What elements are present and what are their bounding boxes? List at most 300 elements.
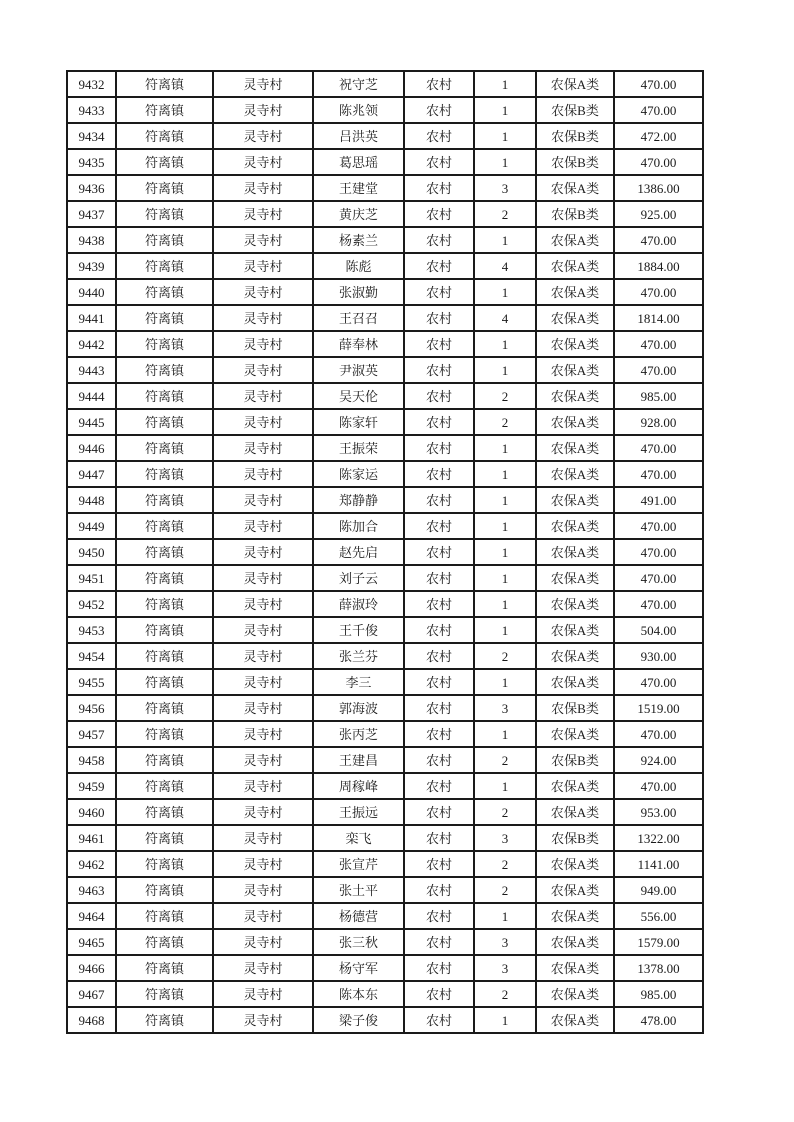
count-cell: 3 xyxy=(474,175,536,201)
town-cell: 符离镇 xyxy=(116,565,213,591)
residence-cell: 农村 xyxy=(404,487,474,513)
table-row xyxy=(67,669,703,695)
name-cell: 尹淑英 xyxy=(313,357,404,383)
count-cell: 1 xyxy=(474,487,536,513)
row-id-cell: 9455 xyxy=(67,669,116,695)
residence-cell: 农村 xyxy=(404,955,474,981)
residence-cell: 农村 xyxy=(404,669,474,695)
residence-cell: 农村 xyxy=(404,747,474,773)
name-cell: 栾飞 xyxy=(313,825,404,851)
residence-cell: 农村 xyxy=(404,877,474,903)
row-id-cell: 9434 xyxy=(67,123,116,149)
residence-cell: 农村 xyxy=(404,591,474,617)
insurance-type-cell: 农保A类 xyxy=(536,279,614,305)
count-cell: 1 xyxy=(474,539,536,565)
name-cell: 张三秋 xyxy=(313,929,404,955)
town-cell: 符离镇 xyxy=(116,981,213,1007)
residence-cell: 农村 xyxy=(404,825,474,851)
count-cell: 2 xyxy=(474,409,536,435)
town-cell: 符离镇 xyxy=(116,825,213,851)
count-cell: 2 xyxy=(474,383,536,409)
amount-cell: 1814.00 xyxy=(614,305,703,331)
table-row xyxy=(67,695,703,721)
count-cell: 3 xyxy=(474,929,536,955)
amount-cell: 470.00 xyxy=(614,669,703,695)
name-cell: 陈彪 xyxy=(313,253,404,279)
residence-cell: 农村 xyxy=(404,305,474,331)
name-cell: 王建昌 xyxy=(313,747,404,773)
village-cell: 灵寺村 xyxy=(213,929,313,955)
row-id-cell: 9449 xyxy=(67,513,116,539)
table-body xyxy=(67,71,703,1033)
town-cell: 符离镇 xyxy=(116,149,213,175)
row-id-cell: 9453 xyxy=(67,617,116,643)
row-id-cell: 9464 xyxy=(67,903,116,929)
name-cell: 陈家运 xyxy=(313,461,404,487)
town-cell: 符离镇 xyxy=(116,357,213,383)
town-cell: 符离镇 xyxy=(116,903,213,929)
count-cell: 2 xyxy=(474,747,536,773)
amount-cell: 1579.00 xyxy=(614,929,703,955)
village-cell: 灵寺村 xyxy=(213,175,313,201)
row-id-cell: 9467 xyxy=(67,981,116,1007)
residence-cell: 农村 xyxy=(404,903,474,929)
insurance-type-cell: 农保A类 xyxy=(536,175,614,201)
town-cell: 符离镇 xyxy=(116,539,213,565)
count-cell: 1 xyxy=(474,591,536,617)
town-cell: 符离镇 xyxy=(116,1007,213,1033)
name-cell: 李三 xyxy=(313,669,404,695)
row-id-cell: 9438 xyxy=(67,227,116,253)
row-id-cell: 9451 xyxy=(67,565,116,591)
table-row xyxy=(67,513,703,539)
village-cell: 灵寺村 xyxy=(213,903,313,929)
town-cell: 符离镇 xyxy=(116,877,213,903)
village-cell: 灵寺村 xyxy=(213,71,313,97)
insurance-type-cell: 农保A类 xyxy=(536,565,614,591)
town-cell: 符离镇 xyxy=(116,97,213,123)
amount-cell: 470.00 xyxy=(614,331,703,357)
name-cell: 刘子云 xyxy=(313,565,404,591)
residence-cell: 农村 xyxy=(404,227,474,253)
amount-cell: 470.00 xyxy=(614,435,703,461)
count-cell: 1 xyxy=(474,721,536,747)
row-id-cell: 9458 xyxy=(67,747,116,773)
insurance-type-cell: 农保B类 xyxy=(536,201,614,227)
town-cell: 符离镇 xyxy=(116,123,213,149)
count-cell: 2 xyxy=(474,851,536,877)
town-cell: 符离镇 xyxy=(116,305,213,331)
town-cell: 符离镇 xyxy=(116,695,213,721)
residence-cell: 农村 xyxy=(404,461,474,487)
insurance-type-cell: 农保B类 xyxy=(536,123,614,149)
village-cell: 灵寺村 xyxy=(213,201,313,227)
row-id-cell: 9433 xyxy=(67,97,116,123)
name-cell: 黄庆芝 xyxy=(313,201,404,227)
row-id-cell: 9432 xyxy=(67,71,116,97)
table-row xyxy=(67,981,703,1007)
count-cell: 1 xyxy=(474,435,536,461)
amount-cell: 1386.00 xyxy=(614,175,703,201)
name-cell: 王建堂 xyxy=(313,175,404,201)
insurance-type-cell: 农保A类 xyxy=(536,929,614,955)
insurance-type-cell: 农保A类 xyxy=(536,461,614,487)
village-cell: 灵寺村 xyxy=(213,955,313,981)
residence-cell: 农村 xyxy=(404,721,474,747)
town-cell: 符离镇 xyxy=(116,591,213,617)
row-id-cell: 9440 xyxy=(67,279,116,305)
village-cell: 灵寺村 xyxy=(213,409,313,435)
village-cell: 灵寺村 xyxy=(213,695,313,721)
count-cell: 2 xyxy=(474,201,536,227)
row-id-cell: 9462 xyxy=(67,851,116,877)
table-row xyxy=(67,1007,703,1033)
amount-cell: 924.00 xyxy=(614,747,703,773)
table-row xyxy=(67,955,703,981)
town-cell: 符离镇 xyxy=(116,721,213,747)
count-cell: 2 xyxy=(474,643,536,669)
name-cell: 薛淑玲 xyxy=(313,591,404,617)
count-cell: 2 xyxy=(474,981,536,1007)
town-cell: 符离镇 xyxy=(116,487,213,513)
name-cell: 张淑勤 xyxy=(313,279,404,305)
residence-cell: 农村 xyxy=(404,981,474,1007)
table-row xyxy=(67,643,703,669)
table-row xyxy=(67,253,703,279)
count-cell: 1 xyxy=(474,71,536,97)
row-id-cell: 9463 xyxy=(67,877,116,903)
village-cell: 灵寺村 xyxy=(213,123,313,149)
town-cell: 符离镇 xyxy=(116,851,213,877)
amount-cell: 478.00 xyxy=(614,1007,703,1033)
count-cell: 2 xyxy=(474,799,536,825)
amount-cell: 928.00 xyxy=(614,409,703,435)
village-cell: 灵寺村 xyxy=(213,357,313,383)
town-cell: 符离镇 xyxy=(116,279,213,305)
town-cell: 符离镇 xyxy=(116,773,213,799)
insurance-type-cell: 农保A类 xyxy=(536,409,614,435)
residence-cell: 农村 xyxy=(404,539,474,565)
amount-cell: 1884.00 xyxy=(614,253,703,279)
table-row xyxy=(67,461,703,487)
count-cell: 1 xyxy=(474,617,536,643)
amount-cell: 470.00 xyxy=(614,773,703,799)
village-cell: 灵寺村 xyxy=(213,669,313,695)
residence-cell: 农村 xyxy=(404,331,474,357)
village-cell: 灵寺村 xyxy=(213,825,313,851)
row-id-cell: 9444 xyxy=(67,383,116,409)
name-cell: 葛思瑶 xyxy=(313,149,404,175)
count-cell: 3 xyxy=(474,955,536,981)
insurance-type-cell: 农保A类 xyxy=(536,357,614,383)
row-id-cell: 9459 xyxy=(67,773,116,799)
village-cell: 灵寺村 xyxy=(213,747,313,773)
name-cell: 祝守芝 xyxy=(313,71,404,97)
residence-cell: 农村 xyxy=(404,513,474,539)
residence-cell: 农村 xyxy=(404,929,474,955)
table-row xyxy=(67,357,703,383)
residence-cell: 农村 xyxy=(404,617,474,643)
table-row xyxy=(67,617,703,643)
table-row xyxy=(67,747,703,773)
insurance-type-cell: 农保A类 xyxy=(536,513,614,539)
table-row xyxy=(67,149,703,175)
village-cell: 灵寺村 xyxy=(213,981,313,1007)
insurance-type-cell: 农保A类 xyxy=(536,799,614,825)
amount-cell: 470.00 xyxy=(614,71,703,97)
amount-cell: 1378.00 xyxy=(614,955,703,981)
village-cell: 灵寺村 xyxy=(213,1007,313,1033)
row-id-cell: 9461 xyxy=(67,825,116,851)
count-cell: 1 xyxy=(474,123,536,149)
row-id-cell: 9436 xyxy=(67,175,116,201)
residence-cell: 农村 xyxy=(404,201,474,227)
row-id-cell: 9465 xyxy=(67,929,116,955)
residence-cell: 农村 xyxy=(404,175,474,201)
name-cell: 杨德营 xyxy=(313,903,404,929)
town-cell: 符离镇 xyxy=(116,461,213,487)
table-row xyxy=(67,435,703,461)
residence-cell: 农村 xyxy=(404,383,474,409)
table-row xyxy=(67,851,703,877)
amount-cell: 985.00 xyxy=(614,383,703,409)
residence-cell: 农村 xyxy=(404,695,474,721)
village-cell: 灵寺村 xyxy=(213,305,313,331)
name-cell: 杨素兰 xyxy=(313,227,404,253)
count-cell: 4 xyxy=(474,305,536,331)
row-id-cell: 9466 xyxy=(67,955,116,981)
amount-cell: 504.00 xyxy=(614,617,703,643)
count-cell: 1 xyxy=(474,357,536,383)
amount-cell: 491.00 xyxy=(614,487,703,513)
town-cell: 符离镇 xyxy=(116,201,213,227)
village-cell: 灵寺村 xyxy=(213,591,313,617)
row-id-cell: 9450 xyxy=(67,539,116,565)
name-cell: 郑静静 xyxy=(313,487,404,513)
insurance-type-cell: 农保A类 xyxy=(536,955,614,981)
row-id-cell: 9441 xyxy=(67,305,116,331)
residence-cell: 农村 xyxy=(404,123,474,149)
row-id-cell: 9468 xyxy=(67,1007,116,1033)
town-cell: 符离镇 xyxy=(116,435,213,461)
insurance-type-cell: 农保A类 xyxy=(536,539,614,565)
count-cell: 3 xyxy=(474,825,536,851)
table-row xyxy=(67,721,703,747)
town-cell: 符离镇 xyxy=(116,253,213,279)
town-cell: 符离镇 xyxy=(116,617,213,643)
table-row xyxy=(67,487,703,513)
count-cell: 1 xyxy=(474,149,536,175)
town-cell: 符离镇 xyxy=(116,227,213,253)
village-cell: 灵寺村 xyxy=(213,435,313,461)
residence-cell: 农村 xyxy=(404,565,474,591)
count-cell: 1 xyxy=(474,903,536,929)
insurance-type-cell: 农保A类 xyxy=(536,591,614,617)
insurance-type-cell: 农保B类 xyxy=(536,149,614,175)
row-id-cell: 9442 xyxy=(67,331,116,357)
town-cell: 符离镇 xyxy=(116,383,213,409)
name-cell: 王振远 xyxy=(313,799,404,825)
row-id-cell: 9456 xyxy=(67,695,116,721)
name-cell: 薛奉林 xyxy=(313,331,404,357)
town-cell: 符离镇 xyxy=(116,643,213,669)
residence-cell: 农村 xyxy=(404,799,474,825)
residence-cell: 农村 xyxy=(404,773,474,799)
count-cell: 1 xyxy=(474,565,536,591)
amount-cell: 470.00 xyxy=(614,461,703,487)
amount-cell: 470.00 xyxy=(614,279,703,305)
village-cell: 灵寺村 xyxy=(213,383,313,409)
count-cell: 1 xyxy=(474,279,536,305)
amount-cell: 1519.00 xyxy=(614,695,703,721)
count-cell: 1 xyxy=(474,227,536,253)
insurance-type-cell: 农保A类 xyxy=(536,227,614,253)
count-cell: 1 xyxy=(474,331,536,357)
village-cell: 灵寺村 xyxy=(213,877,313,903)
table-row xyxy=(67,123,703,149)
town-cell: 符离镇 xyxy=(116,175,213,201)
village-cell: 灵寺村 xyxy=(213,721,313,747)
table-row xyxy=(67,903,703,929)
row-id-cell: 9443 xyxy=(67,357,116,383)
residence-cell: 农村 xyxy=(404,851,474,877)
name-cell: 张宣芹 xyxy=(313,851,404,877)
village-cell: 灵寺村 xyxy=(213,97,313,123)
table-row xyxy=(67,565,703,591)
amount-cell: 925.00 xyxy=(614,201,703,227)
row-id-cell: 9435 xyxy=(67,149,116,175)
village-cell: 灵寺村 xyxy=(213,799,313,825)
insurance-type-cell: 农保A类 xyxy=(536,435,614,461)
village-cell: 灵寺村 xyxy=(213,461,313,487)
amount-cell: 470.00 xyxy=(614,721,703,747)
name-cell: 梁子俊 xyxy=(313,1007,404,1033)
amount-cell: 985.00 xyxy=(614,981,703,1007)
row-id-cell: 9452 xyxy=(67,591,116,617)
table-row xyxy=(67,773,703,799)
insurance-type-cell: 农保A类 xyxy=(536,773,614,799)
insurance-type-cell: 农保B类 xyxy=(536,97,614,123)
table-row xyxy=(67,539,703,565)
table-row xyxy=(67,279,703,305)
insurance-type-cell: 农保B类 xyxy=(536,695,614,721)
table-row xyxy=(67,591,703,617)
count-cell: 1 xyxy=(474,513,536,539)
insurance-type-cell: 农保A类 xyxy=(536,721,614,747)
table-row xyxy=(67,175,703,201)
name-cell: 郭海波 xyxy=(313,695,404,721)
town-cell: 符离镇 xyxy=(116,669,213,695)
row-id-cell: 9439 xyxy=(67,253,116,279)
table-row xyxy=(67,877,703,903)
row-id-cell: 9446 xyxy=(67,435,116,461)
table-row xyxy=(67,331,703,357)
town-cell: 符离镇 xyxy=(116,955,213,981)
residence-cell: 农村 xyxy=(404,1007,474,1033)
residence-cell: 农村 xyxy=(404,643,474,669)
name-cell: 赵先启 xyxy=(313,539,404,565)
insurance-type-cell: 农保A类 xyxy=(536,487,614,513)
town-cell: 符离镇 xyxy=(116,71,213,97)
village-cell: 灵寺村 xyxy=(213,643,313,669)
name-cell: 陈家轩 xyxy=(313,409,404,435)
name-cell: 王振荣 xyxy=(313,435,404,461)
residence-cell: 农村 xyxy=(404,253,474,279)
village-cell: 灵寺村 xyxy=(213,539,313,565)
insurance-type-cell: 农保A类 xyxy=(536,331,614,357)
amount-cell: 1322.00 xyxy=(614,825,703,851)
name-cell: 陈加合 xyxy=(313,513,404,539)
amount-cell: 470.00 xyxy=(614,513,703,539)
town-cell: 符离镇 xyxy=(116,331,213,357)
table-row xyxy=(67,929,703,955)
amount-cell: 470.00 xyxy=(614,227,703,253)
count-cell: 3 xyxy=(474,695,536,721)
table-row xyxy=(67,825,703,851)
village-cell: 灵寺村 xyxy=(213,487,313,513)
table-row xyxy=(67,71,703,97)
insurance-type-cell: 农保A类 xyxy=(536,669,614,695)
amount-cell: 470.00 xyxy=(614,565,703,591)
table-row xyxy=(67,383,703,409)
name-cell: 张丙芝 xyxy=(313,721,404,747)
residence-cell: 农村 xyxy=(404,71,474,97)
insurance-type-cell: 农保A类 xyxy=(536,643,614,669)
row-id-cell: 9460 xyxy=(67,799,116,825)
row-id-cell: 9448 xyxy=(67,487,116,513)
name-cell: 吕洪英 xyxy=(313,123,404,149)
count-cell: 1 xyxy=(474,97,536,123)
insurance-type-cell: 农保A类 xyxy=(536,617,614,643)
residence-cell: 农村 xyxy=(404,357,474,383)
village-cell: 灵寺村 xyxy=(213,149,313,175)
table-row xyxy=(67,799,703,825)
count-cell: 1 xyxy=(474,773,536,799)
beneficiary-table xyxy=(66,70,704,1034)
amount-cell: 1141.00 xyxy=(614,851,703,877)
amount-cell: 470.00 xyxy=(614,591,703,617)
village-cell: 灵寺村 xyxy=(213,565,313,591)
row-id-cell: 9454 xyxy=(67,643,116,669)
table-row xyxy=(67,201,703,227)
amount-cell: 470.00 xyxy=(614,539,703,565)
insurance-type-cell: 农保A类 xyxy=(536,71,614,97)
residence-cell: 农村 xyxy=(404,97,474,123)
table-row xyxy=(67,409,703,435)
count-cell: 1 xyxy=(474,669,536,695)
insurance-type-cell: 农保A类 xyxy=(536,305,614,331)
insurance-type-cell: 农保A类 xyxy=(536,877,614,903)
insurance-type-cell: 农保B类 xyxy=(536,825,614,851)
insurance-type-cell: 农保A类 xyxy=(536,383,614,409)
amount-cell: 470.00 xyxy=(614,357,703,383)
name-cell: 王召召 xyxy=(313,305,404,331)
village-cell: 灵寺村 xyxy=(213,851,313,877)
insurance-type-cell: 农保A类 xyxy=(536,903,614,929)
residence-cell: 农村 xyxy=(404,409,474,435)
amount-cell: 949.00 xyxy=(614,877,703,903)
row-id-cell: 9445 xyxy=(67,409,116,435)
name-cell: 张兰芬 xyxy=(313,643,404,669)
name-cell: 陈兆领 xyxy=(313,97,404,123)
name-cell: 王千俊 xyxy=(313,617,404,643)
amount-cell: 470.00 xyxy=(614,149,703,175)
residence-cell: 农村 xyxy=(404,149,474,175)
insurance-type-cell: 农保A类 xyxy=(536,981,614,1007)
amount-cell: 470.00 xyxy=(614,97,703,123)
count-cell: 2 xyxy=(474,877,536,903)
insurance-type-cell: 农保A类 xyxy=(536,851,614,877)
